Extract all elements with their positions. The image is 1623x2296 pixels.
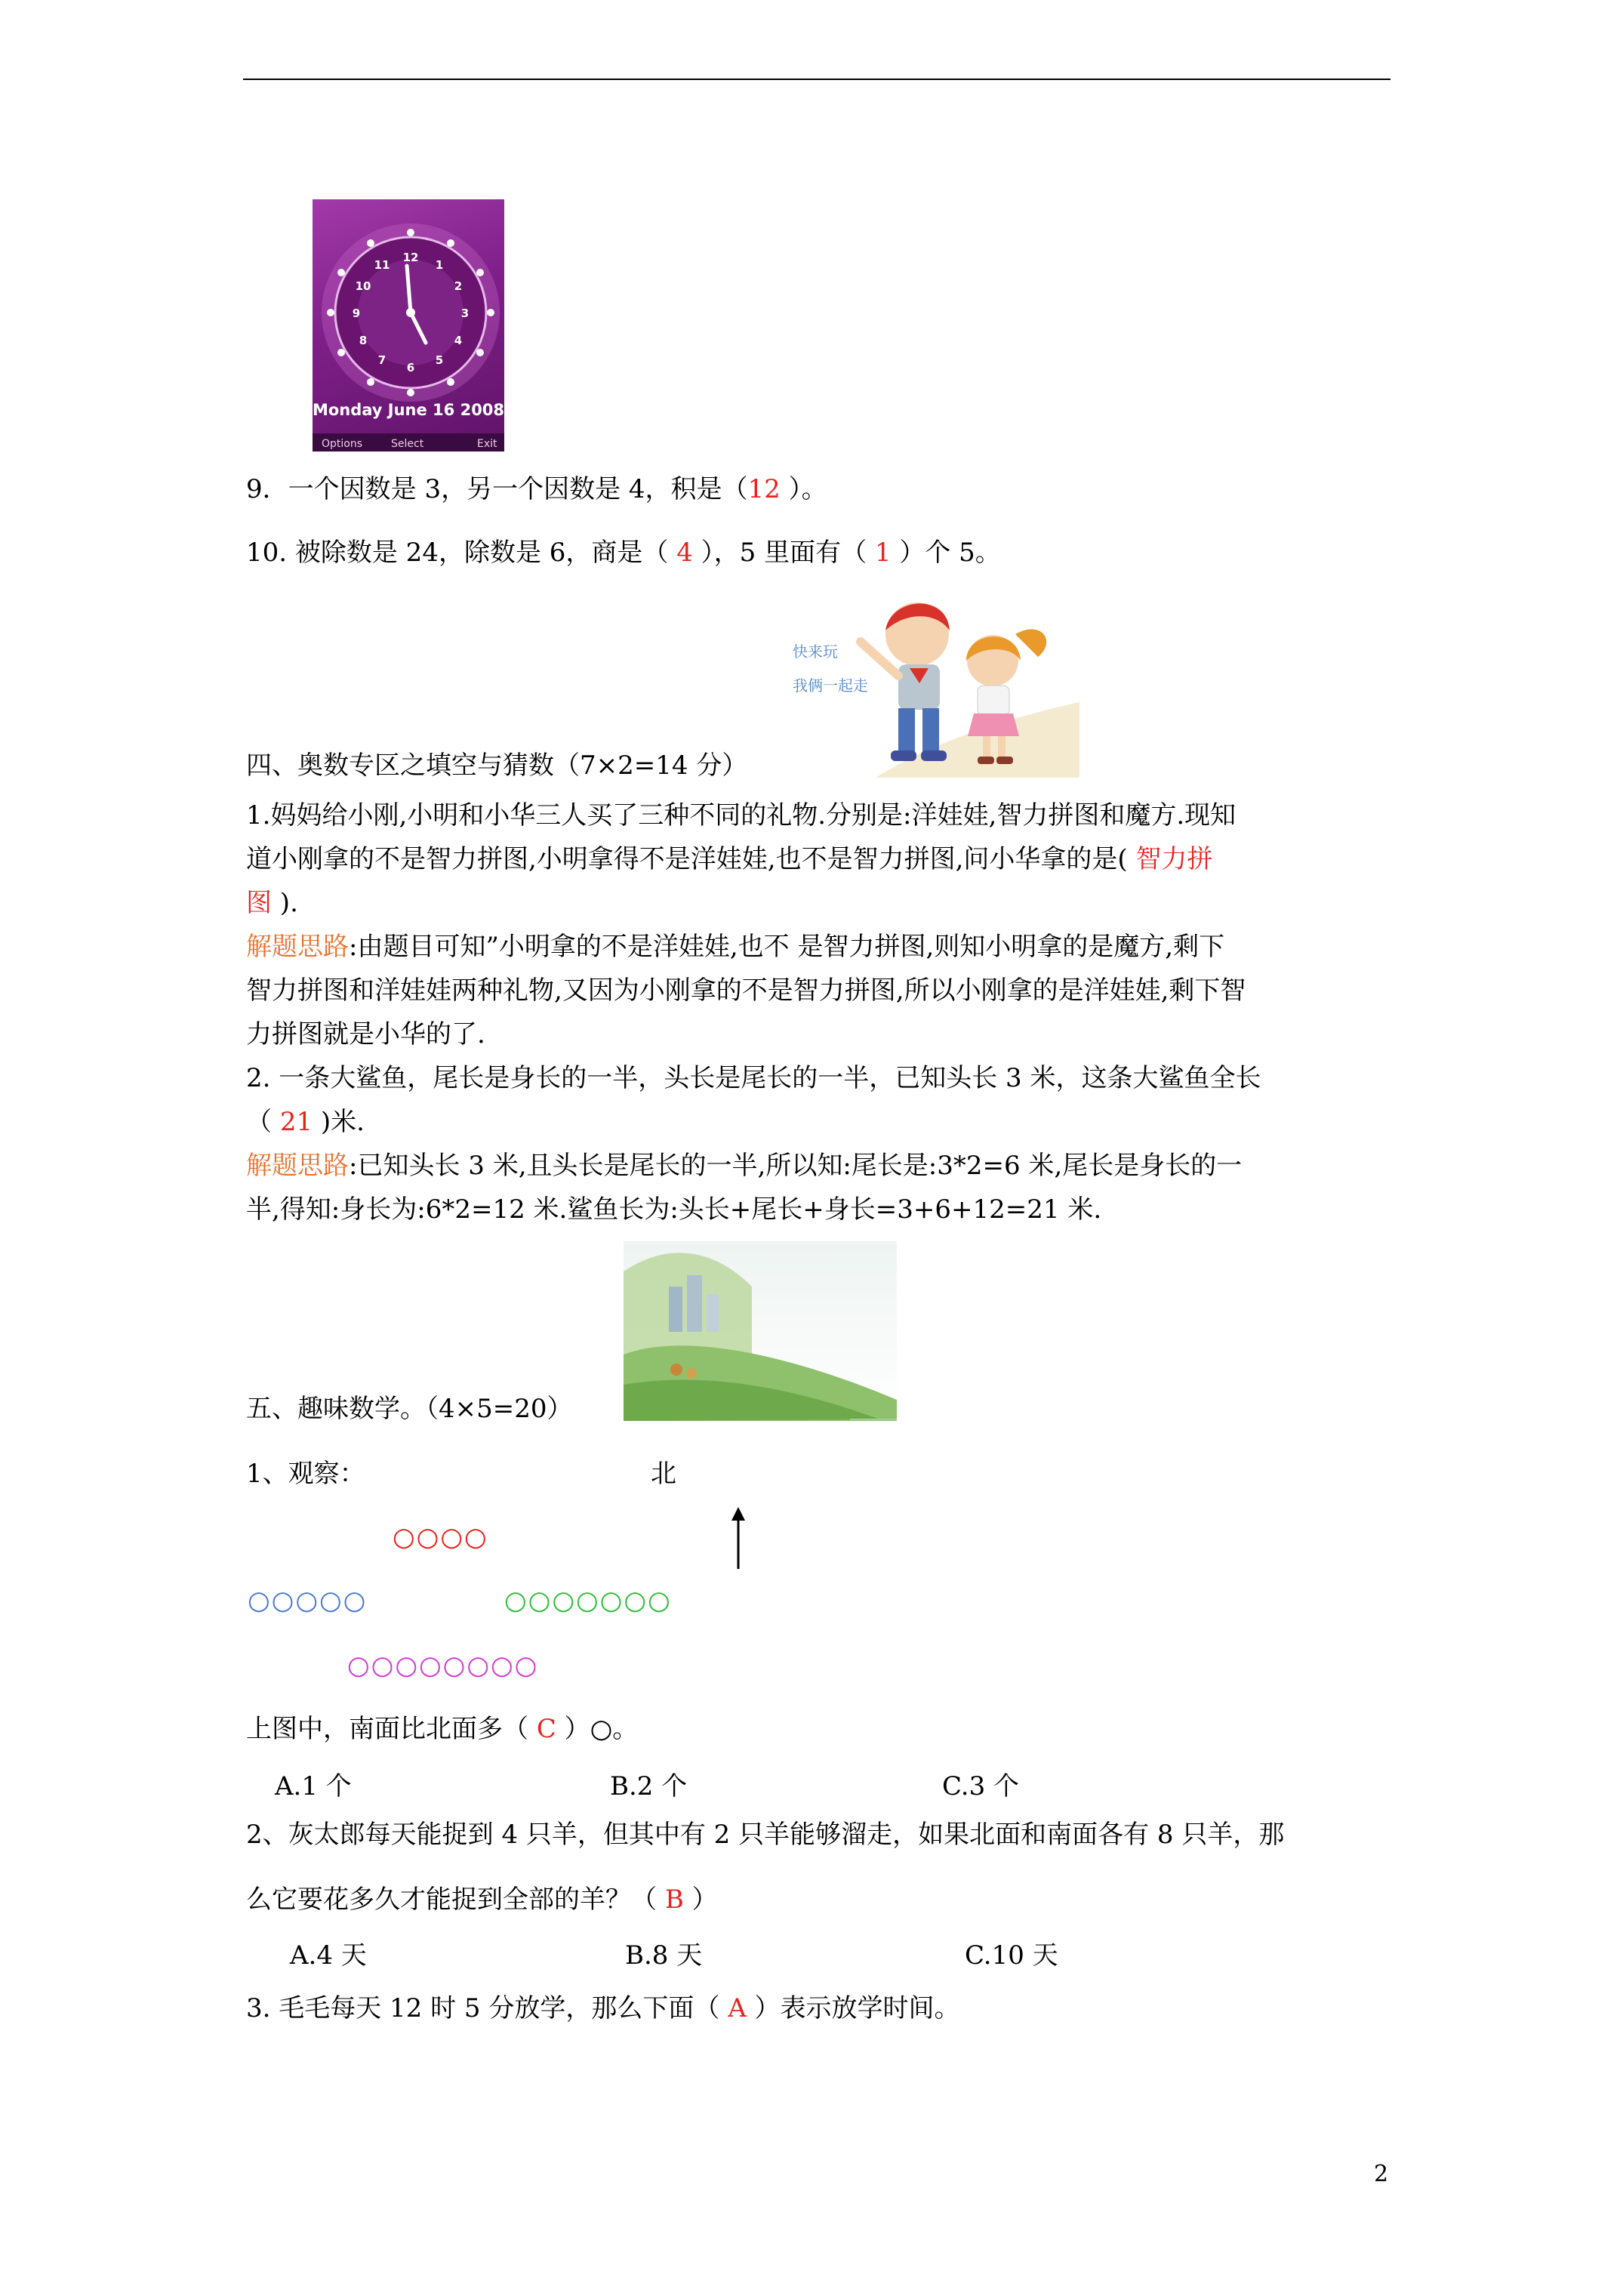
- problem-2-line-1: 2. 一条大鲨鱼，尾长是身长的一半，头长是尾长的一半，已知头长 3 米，这条大鲨鱼全长: [246, 1063, 1261, 1093]
- observe-label: 1、观察：: [246, 1459, 365, 1489]
- clock-number: 2: [454, 279, 463, 293]
- landscape-image: [624, 1241, 897, 1421]
- hint-1-line-3: 力拼图就是小华的了.: [246, 1019, 485, 1049]
- clock-caption: Monday June 16 2008: [313, 401, 504, 419]
- north-circles: ○○○○: [393, 1522, 488, 1552]
- clock-number: 10: [355, 279, 371, 293]
- observe-question: [246, 1714, 638, 1744]
- clock-image: [313, 199, 504, 451]
- q10-text: 10. 被除数是 24，除数是 6，商是（: [246, 538, 677, 568]
- problem-1-text: 道小刚拿的不是智力拼图,小明拿得不是洋娃娃,也不是智力拼图,问小华拿的是(: [246, 844, 1128, 874]
- problem-1-text-end: ).: [272, 888, 298, 918]
- problem-1-answer: 智力拼: [1127, 844, 1213, 874]
- clock-number: 6: [406, 361, 415, 374]
- time-question-end: ）表示放学时间。: [746, 1993, 960, 2023]
- landscape-illustration-icon: [624, 1241, 897, 1421]
- softkey-options: Options: [322, 438, 363, 450]
- clock-number: 9: [352, 307, 361, 320]
- choice-b-1: B.2 个: [610, 1771, 688, 1801]
- clock-number: 4: [454, 334, 463, 347]
- kids-caption-2: 我俩一起走: [793, 676, 868, 695]
- header-rule: [243, 79, 1390, 80]
- choice-a-1: A.1 个: [275, 1771, 352, 1801]
- observe-question-end: ）○。: [556, 1714, 639, 1744]
- south-circles: ○○○○○○○○: [347, 1650, 539, 1681]
- problem-1-line-2: [246, 844, 1213, 874]
- softkey-select: Select: [391, 438, 424, 450]
- q10-answer-2: 1: [874, 538, 892, 568]
- clock-number: 8: [359, 334, 368, 347]
- q9-text-end: ）。: [780, 474, 827, 504]
- problem-2-line-2: [246, 1107, 365, 1137]
- clock-number: 5: [435, 353, 444, 367]
- observe-question-text: 上图中，南面比北面多（: [246, 1714, 537, 1744]
- kids-caption-1: 快来玩: [793, 643, 838, 661]
- observe-answer: C: [536, 1714, 556, 1744]
- kids-illustration-icon: [785, 589, 1079, 778]
- choice-c-2: C.10 天: [965, 1940, 1058, 1971]
- page-number: 2: [1374, 2161, 1389, 2187]
- clock-number: 11: [374, 258, 390, 272]
- problem-1-line-1: 1.妈妈给小刚,小明和小华三人买了三种不同的礼物.分别是:洋娃娃,智力拼图和魔方.现知: [246, 800, 1236, 831]
- question-10: [246, 538, 1001, 568]
- hint-2-text: :已知头长 3 米,且头长是尾长的一半,所以知:尾长是:3*2=6 米,尾长是身长的一: [349, 1151, 1243, 1181]
- hint-1-label: 解题思路: [246, 932, 349, 962]
- hint-2-line-1: [246, 1151, 1242, 1181]
- clock-face-icon: [313, 199, 504, 451]
- hint-1-line-2: 智力拼图和洋娃娃两种礼物,又因为小刚拿的不是智力拼图,所以小刚拿的是洋娃娃,剩下智: [246, 975, 1246, 1006]
- wolf-answer: B: [664, 1885, 684, 1915]
- softkey-exit: Exit: [477, 438, 497, 450]
- q10-text-end: ）个 5。: [891, 538, 1001, 568]
- problem-2-text: （: [246, 1107, 280, 1137]
- clock-number: 12: [402, 251, 419, 264]
- q9-answer: 12: [747, 474, 781, 504]
- north-label: 北: [651, 1459, 676, 1489]
- time-question-text: 3. 毛毛每天 12 时 5 分放学，那么下面（: [246, 1993, 728, 2023]
- q10-answer-1: 4: [676, 538, 693, 568]
- east-circles: ○○○○○○○: [504, 1586, 672, 1616]
- q10-text-mid: ），5 里面有（: [692, 538, 875, 568]
- choice-a-2: A.4 天: [290, 1940, 367, 1971]
- kids-cartoon-image: [785, 589, 1079, 778]
- problem-1-answer-end: 图: [246, 888, 272, 918]
- hint-1-text: :由题目可知”小明拿的不是洋娃娃,也不 是智力拼图,则知小明拿的是魔方,剩下: [349, 932, 1225, 962]
- choice-b-2: B.8 天: [625, 1940, 703, 1971]
- time-question: [246, 1993, 960, 2023]
- time-answer: A: [728, 1993, 747, 2023]
- clock-number: 1: [435, 258, 444, 272]
- choice-c-1: C.3 个: [942, 1771, 1020, 1801]
- north-arrow-icon: [729, 1505, 747, 1570]
- hint-2-line-2: 半,得知:身长为:6*2=12 米.鲨鱼长为:头长+尾长+身长=3+6+12=21 米.: [246, 1194, 1102, 1225]
- problem-2-text-end: )米.: [313, 1107, 365, 1137]
- section-4-title: 四、奥数专区之填空与猜数（7×2=14 分）: [246, 750, 748, 781]
- clock-number: 7: [377, 353, 387, 367]
- clock-number: 3: [460, 307, 470, 320]
- hint-2-label: 解题思路: [246, 1151, 349, 1181]
- q9-text: 9．一个因数是 3，另一个因数是 4，积是（: [246, 474, 748, 504]
- west-circles: ○○○○○: [248, 1586, 368, 1616]
- hint-1-line-1: [246, 932, 1224, 962]
- problem-2-answer: 21: [279, 1107, 313, 1137]
- problem-1-line-3: [246, 888, 298, 918]
- section-5-title: 五、趣味数学。（4×5=20）: [246, 1394, 573, 1424]
- wolf-question-text: 么它要花多久才能捉到全部的羊？（: [246, 1885, 665, 1915]
- wolf-question-line-2: [246, 1885, 718, 1915]
- question-9: [246, 474, 827, 504]
- wolf-question-line-1: 2、灰太郎每天能捉到 4 只羊，但其中有 2 只羊能够溜走，如果北面和南面各有 8 只羊，那: [246, 1820, 1285, 1850]
- wolf-question-end: ）: [683, 1885, 718, 1915]
